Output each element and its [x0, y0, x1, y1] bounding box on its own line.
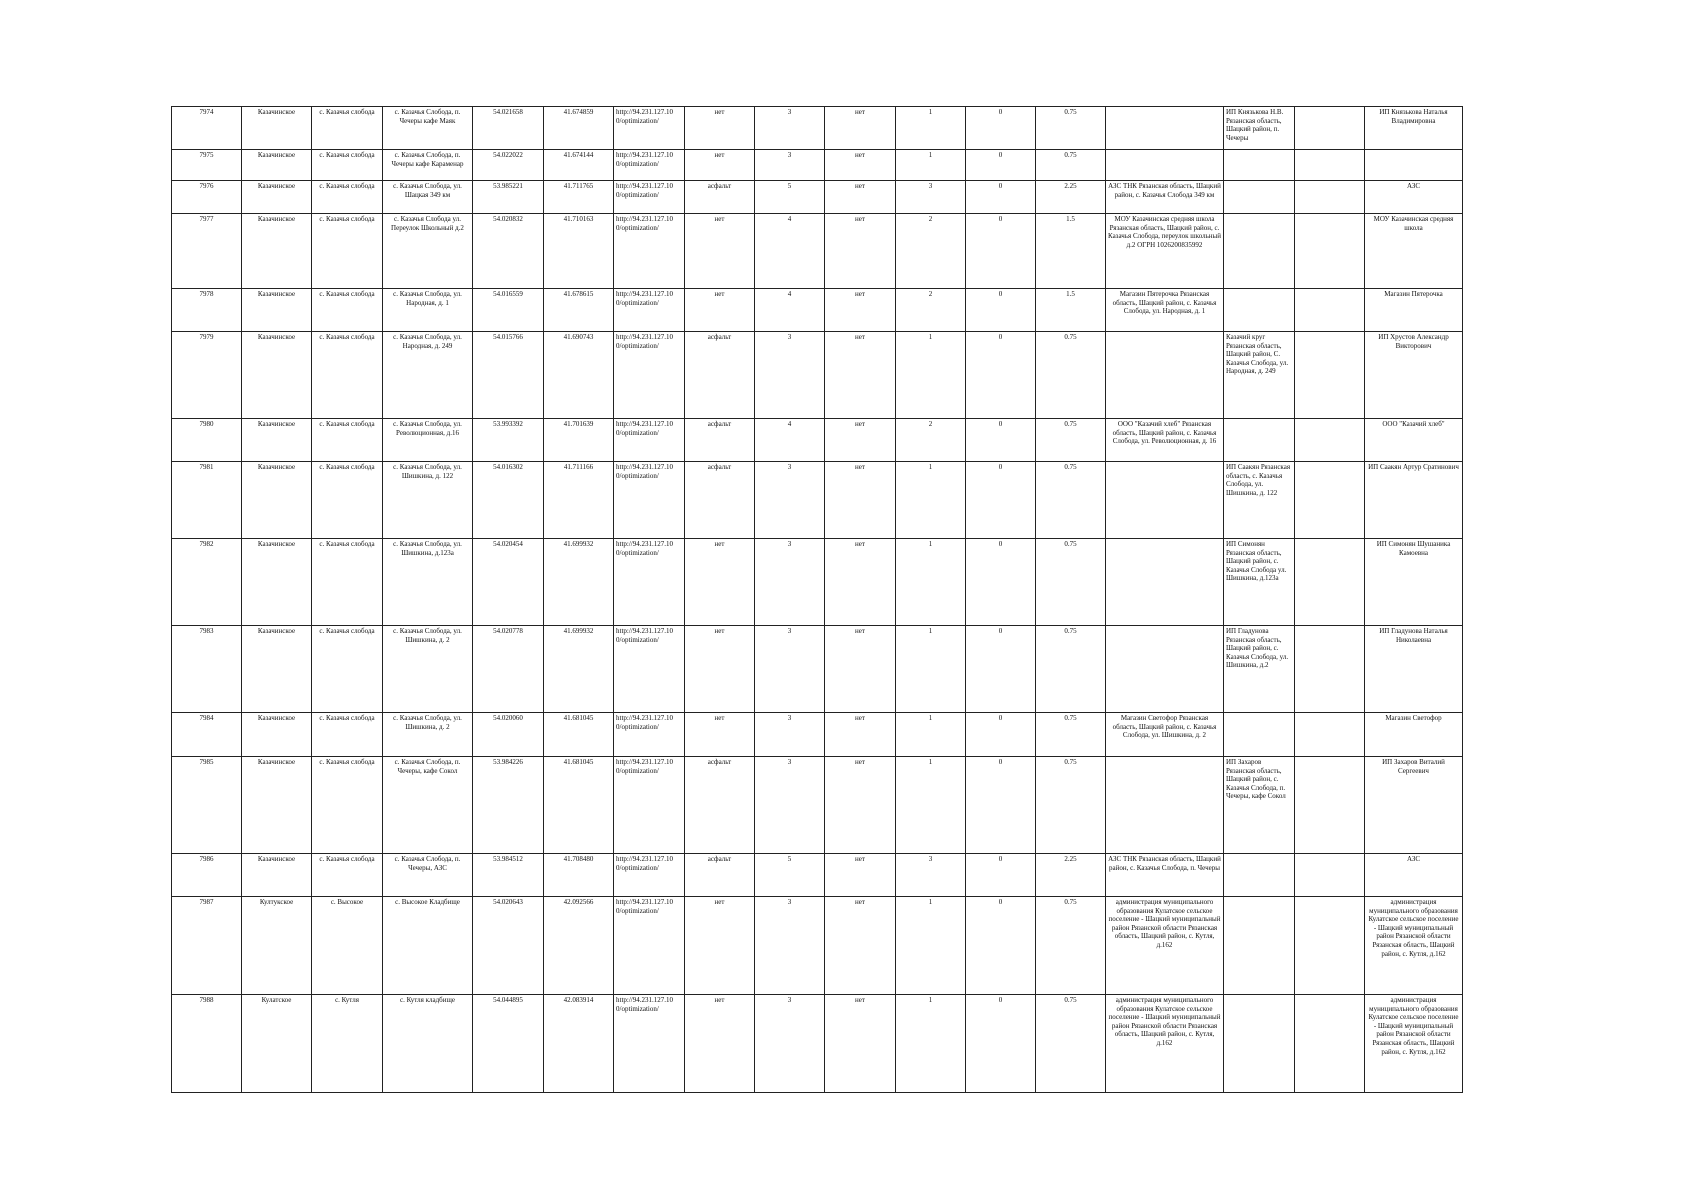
table-row	[172, 995, 1463, 1093]
cell-volume: 0.75	[1036, 332, 1106, 419]
cell-extra: 0	[966, 854, 1036, 897]
cell-volume: 0.75	[1036, 539, 1106, 626]
cell-schedule	[1295, 332, 1365, 419]
cell-number: 7988	[172, 995, 242, 1093]
cell-address: с. Казачья Слобода, ул. Народная, д. 249	[383, 332, 473, 419]
cell-surface: асфальт	[685, 332, 755, 419]
cell-extra: 0	[966, 107, 1036, 150]
cell-locality: с. Казачья слобода	[312, 181, 383, 214]
cell-volume: 0.75	[1036, 995, 1106, 1093]
cell-owner: Магазин Пятерочка	[1365, 289, 1463, 332]
cell-settlement: Казачинское	[242, 150, 312, 181]
cell-owner-info: ООО "Казачий хлеб" Рязанская область, Шацкий район, с. Казачья Слобода, ул. Революционная, д. 16	[1106, 419, 1224, 462]
cell-count: 1	[896, 897, 966, 995]
cell-owner: ИП Гладунова Наталья Николаевна	[1365, 626, 1463, 713]
cell-schedule	[1295, 854, 1365, 897]
cell-volume: 1.5	[1036, 214, 1106, 289]
cell-containers: 3	[755, 713, 825, 757]
cell-locality: с. Казачья слобода	[312, 150, 383, 181]
cell-surface: нет	[685, 626, 755, 713]
cell-owner-info: МОУ Казачинская средняя школа Рязанская область, Шацкий район, с. Казачья Слобода, переулок школьный д.2 ОГРН 1026200835992	[1106, 214, 1224, 289]
cell-containers: 4	[755, 289, 825, 332]
cell-source-info: ИП Князькова Н.В. Рязанская область, Шацкий район, п. Чечеры	[1224, 107, 1295, 150]
cell-surface: асфальт	[685, 462, 755, 539]
table-row	[172, 419, 1463, 462]
cell-containers: 5	[755, 181, 825, 214]
table-row	[172, 332, 1463, 419]
cell-number: 7987	[172, 897, 242, 995]
cell-number: 7981	[172, 462, 242, 539]
cell-volume: 2.25	[1036, 181, 1106, 214]
cell-containers: 3	[755, 150, 825, 181]
cell-canopy: нет	[825, 419, 896, 462]
cell-latitude: 53.985221	[473, 181, 544, 214]
cell-canopy: нет	[825, 214, 896, 289]
cell-address: с. Казачья Слобода, ул. Шацкая 349 км	[383, 181, 473, 214]
cell-surface: нет	[685, 713, 755, 757]
cell-number: 7976	[172, 181, 242, 214]
cell-volume: 0.75	[1036, 897, 1106, 995]
cell-count: 2	[896, 289, 966, 332]
table-row	[172, 462, 1463, 539]
cell-settlement: Казачинское	[242, 419, 312, 462]
cell-count: 3	[896, 854, 966, 897]
table-row	[172, 626, 1463, 713]
cell-address: с. Казачья Слобода ул. Переулок Школьный д.2	[383, 214, 473, 289]
cell-url: http://94.231.127.10 0/optimization/	[614, 995, 685, 1093]
cell-number: 7985	[172, 757, 242, 854]
cell-count: 2	[896, 214, 966, 289]
cell-surface: нет	[685, 289, 755, 332]
cell-surface: нет	[685, 539, 755, 626]
cell-latitude: 54.016302	[473, 462, 544, 539]
cell-longitude: 41.699932	[544, 539, 614, 626]
cell-locality: с. Казачья слобода	[312, 214, 383, 289]
cell-longitude: 42.083914	[544, 995, 614, 1093]
cell-volume: 0.75	[1036, 462, 1106, 539]
cell-canopy: нет	[825, 181, 896, 214]
cell-locality: с. Казачья слобода	[312, 854, 383, 897]
cell-owner-info: администрация муниципального образования Кулатское сельское поселение - Шацкий муниципальный район Рязанской области Рязанская область, Шацкий район, с. Кутля, д.162	[1106, 995, 1224, 1093]
table-row	[172, 107, 1463, 150]
cell-latitude: 54.021658	[473, 107, 544, 150]
cell-url: http://94.231.127.10 0/optimization/	[614, 854, 685, 897]
cell-number: 7978	[172, 289, 242, 332]
cell-extra: 0	[966, 150, 1036, 181]
cell-source-info: ИП Гладунова Рязанская область, Шацкий район, с. Казачья Слобода, ул. Шишкина, д.2	[1224, 626, 1295, 713]
cell-settlement: Казачинское	[242, 539, 312, 626]
cell-address: с. Казачья Слобода, ул. Народная, д. 1	[383, 289, 473, 332]
cell-owner: АЗС	[1365, 854, 1463, 897]
cell-source-info	[1224, 214, 1295, 289]
cell-number: 7979	[172, 332, 242, 419]
cell-surface: нет	[685, 107, 755, 150]
cell-canopy: нет	[825, 995, 896, 1093]
cell-address: с. Казачья Слобода, п. Чечеры кафе Маяк	[383, 107, 473, 150]
cell-owner: ИП Саакян Артур Сратинович	[1365, 462, 1463, 539]
cell-owner: ООО "Казачий хлеб"	[1365, 419, 1463, 462]
cell-extra: 0	[966, 626, 1036, 713]
cell-number: 7980	[172, 419, 242, 462]
cell-source-info	[1224, 419, 1295, 462]
cell-owner: ИП Симонян Шушаника Камоевна	[1365, 539, 1463, 626]
cell-number: 7977	[172, 214, 242, 289]
cell-extra: 0	[966, 995, 1036, 1093]
cell-settlement: Казачинское	[242, 107, 312, 150]
cell-locality: с. Казачья слобода	[312, 757, 383, 854]
cell-containers: 3	[755, 332, 825, 419]
cell-containers: 3	[755, 757, 825, 854]
cell-extra: 0	[966, 539, 1036, 626]
cell-extra: 0	[966, 181, 1036, 214]
cell-extra: 0	[966, 757, 1036, 854]
table-row	[172, 214, 1463, 289]
cell-owner: ИП Князькова Наталья Владимировна	[1365, 107, 1463, 150]
cell-settlement: Казачинское	[242, 757, 312, 854]
cell-containers: 3	[755, 462, 825, 539]
cell-latitude: 54.020832	[473, 214, 544, 289]
table-body	[172, 107, 1463, 1093]
cell-locality: с. Казачья слобода	[312, 289, 383, 332]
cell-source-info	[1224, 854, 1295, 897]
cell-count: 2	[896, 419, 966, 462]
cell-address: с. Высокое Кладбище	[383, 897, 473, 995]
cell-owner: АЗС	[1365, 181, 1463, 214]
cell-latitude: 54.020778	[473, 626, 544, 713]
cell-canopy: нет	[825, 757, 896, 854]
cell-locality: с. Казачья слобода	[312, 107, 383, 150]
cell-volume: 0.75	[1036, 419, 1106, 462]
cell-canopy: нет	[825, 289, 896, 332]
cell-canopy: нет	[825, 150, 896, 181]
cell-owner: Магазин Светофор	[1365, 713, 1463, 757]
cell-containers: 4	[755, 214, 825, 289]
cell-longitude: 41.690743	[544, 332, 614, 419]
cell-owner-info	[1106, 757, 1224, 854]
cell-settlement: Казачинское	[242, 289, 312, 332]
cell-schedule	[1295, 462, 1365, 539]
cell-longitude: 41.674144	[544, 150, 614, 181]
cell-owner-info	[1106, 539, 1224, 626]
cell-settlement: Казачинское	[242, 462, 312, 539]
cell-longitude: 41.674859	[544, 107, 614, 150]
cell-volume: 1.5	[1036, 289, 1106, 332]
cell-count: 1	[896, 150, 966, 181]
cell-schedule	[1295, 419, 1365, 462]
cell-locality: с. Казачья слобода	[312, 332, 383, 419]
cell-count: 1	[896, 332, 966, 419]
cell-source-info: ИП Саакян Рязанская область, с. Казачья Слобода, ул. Шишкина, д. 122	[1224, 462, 1295, 539]
cell-settlement: Казачинское	[242, 854, 312, 897]
cell-longitude: 41.678615	[544, 289, 614, 332]
cell-extra: 0	[966, 214, 1036, 289]
cell-extra: 0	[966, 713, 1036, 757]
cell-address: с. Кутля кладбище	[383, 995, 473, 1093]
cell-schedule	[1295, 539, 1365, 626]
cell-owner-info: АЗС ТНК Рязанская область, Шацкий район, с. Казачья Слобода, п. Чечеры	[1106, 854, 1224, 897]
cell-volume: 0.75	[1036, 626, 1106, 713]
table-row	[172, 897, 1463, 995]
cell-longitude: 41.708480	[544, 854, 614, 897]
cell-surface: асфальт	[685, 757, 755, 854]
cell-owner-info	[1106, 462, 1224, 539]
cell-locality: с. Казачья слобода	[312, 539, 383, 626]
cell-owner: ИП Хрустов Александр Викторович	[1365, 332, 1463, 419]
cell-longitude: 41.701639	[544, 419, 614, 462]
cell-owner-info: Магазин Пятерочка Рязанская область, Шацкий район, с. Казачья Слобода, ул. Народная, д. 1	[1106, 289, 1224, 332]
cell-longitude: 41.699932	[544, 626, 614, 713]
cell-latitude: 54.020454	[473, 539, 544, 626]
cell-canopy: нет	[825, 332, 896, 419]
cell-surface: нет	[685, 995, 755, 1093]
cell-surface: нет	[685, 214, 755, 289]
cell-source-info	[1224, 289, 1295, 332]
cell-schedule	[1295, 897, 1365, 995]
cell-volume: 0.75	[1036, 713, 1106, 757]
cell-settlement: Казачинское	[242, 626, 312, 713]
cell-volume: 2.25	[1036, 854, 1106, 897]
cell-longitude: 41.681045	[544, 757, 614, 854]
cell-containers: 5	[755, 854, 825, 897]
cell-surface: нет	[685, 897, 755, 995]
cell-canopy: нет	[825, 539, 896, 626]
cell-count: 3	[896, 181, 966, 214]
cell-extra: 0	[966, 289, 1036, 332]
table-row	[172, 539, 1463, 626]
cell-surface: нет	[685, 150, 755, 181]
cell-latitude: 53.984226	[473, 757, 544, 854]
cell-locality: с. Казачья слобода	[312, 462, 383, 539]
cell-count: 1	[896, 626, 966, 713]
cell-count: 1	[896, 539, 966, 626]
cell-containers: 3	[755, 107, 825, 150]
cell-canopy: нет	[825, 854, 896, 897]
cell-address: с. Казачья Слобода, ул. Шишкина, д.123а	[383, 539, 473, 626]
cell-url: http://94.231.127.10 0/optimization/	[614, 897, 685, 995]
table-row	[172, 181, 1463, 214]
cell-containers: 3	[755, 626, 825, 713]
cell-url: http://94.231.127.10 0/optimization/	[614, 214, 685, 289]
cell-url: http://94.231.127.10 0/optimization/	[614, 107, 685, 150]
cell-settlement: Култукское	[242, 897, 312, 995]
cell-address: с. Казачья Слобода, ул. Шишкина, д. 122	[383, 462, 473, 539]
cell-volume: 0.75	[1036, 150, 1106, 181]
cell-latitude: 54.016559	[473, 289, 544, 332]
cell-canopy: нет	[825, 462, 896, 539]
cell-source-info	[1224, 150, 1295, 181]
cell-extra: 0	[966, 332, 1036, 419]
cell-schedule	[1295, 214, 1365, 289]
cell-url: http://94.231.127.10 0/optimization/	[614, 181, 685, 214]
cell-count: 1	[896, 107, 966, 150]
cell-latitude: 54.020643	[473, 897, 544, 995]
cell-url: http://94.231.127.10 0/optimization/	[614, 289, 685, 332]
cell-latitude: 53.993392	[473, 419, 544, 462]
table-row	[172, 757, 1463, 854]
cell-locality: с. Высокое	[312, 897, 383, 995]
cell-canopy: нет	[825, 107, 896, 150]
cell-longitude: 41.681045	[544, 713, 614, 757]
cell-locality: с. Кутля	[312, 995, 383, 1093]
cell-source-info	[1224, 995, 1295, 1093]
cell-url: http://94.231.127.10 0/optimization/	[614, 626, 685, 713]
cell-extra: 0	[966, 419, 1036, 462]
table-row	[172, 150, 1463, 181]
cell-settlement: Казачинское	[242, 214, 312, 289]
cell-address: с. Казачья Слобода, ул. Шишкина, д. 2	[383, 626, 473, 713]
cell-address: с. Казачья Слобода, ул. Шишкина, д. 2	[383, 713, 473, 757]
cell-url: http://94.231.127.10 0/optimization/	[614, 757, 685, 854]
cell-latitude: 53.984512	[473, 854, 544, 897]
cell-address: с. Казачья Слобода, п. Чечеры кафе Караменар	[383, 150, 473, 181]
cell-locality: с. Казачья слобода	[312, 713, 383, 757]
cell-address: с. Казачья Слобода, ул. Революционная, д.16	[383, 419, 473, 462]
cell-volume: 0.75	[1036, 757, 1106, 854]
cell-source-info	[1224, 181, 1295, 214]
cell-count: 1	[896, 713, 966, 757]
cell-owner-info: администрация муниципального образования Кулатское сельское поселение - Шацкий муниципальный район Рязанской области Рязанская область, Шацкий район, с. Кутля, д.162	[1106, 897, 1224, 995]
cell-source-info: ИП Захаров Рязанская область, Шацкий район, с. Казачья Слобода, п. Чечеры, кафе Сокол	[1224, 757, 1295, 854]
registry-table	[171, 106, 1463, 1093]
cell-number: 7986	[172, 854, 242, 897]
cell-schedule	[1295, 995, 1365, 1093]
cell-owner-info: Магазин Светофор Рязанская область, Шацкий район, с. Казачья Слобода, ул. Шишкина, д. 2	[1106, 713, 1224, 757]
cell-count: 1	[896, 995, 966, 1093]
cell-url: http://94.231.127.10 0/optimization/	[614, 332, 685, 419]
cell-volume: 0.75	[1036, 107, 1106, 150]
cell-settlement: Казачинское	[242, 713, 312, 757]
cell-extra: 0	[966, 462, 1036, 539]
cell-canopy: нет	[825, 713, 896, 757]
cell-locality: с. Казачья слобода	[312, 626, 383, 713]
cell-url: http://94.231.127.10 0/optimization/	[614, 462, 685, 539]
table-row	[172, 854, 1463, 897]
cell-surface: асфальт	[685, 181, 755, 214]
cell-address: с. Казачья Слобода, п. Чечеры, кафе Сокол	[383, 757, 473, 854]
cell-schedule	[1295, 181, 1365, 214]
cell-source-info	[1224, 713, 1295, 757]
cell-longitude: 42.092566	[544, 897, 614, 995]
cell-longitude: 41.711166	[544, 462, 614, 539]
cell-number: 7983	[172, 626, 242, 713]
cell-owner-info	[1106, 626, 1224, 713]
cell-owner: администрация муниципального образования Кулатское сельское поселение - Шацкий муниципальный район Рязанской области Рязанская область, Шацкий район, с. Кутля, д.162	[1365, 897, 1463, 995]
cell-url: http://94.231.127.10 0/optimization/	[614, 419, 685, 462]
cell-number: 7974	[172, 107, 242, 150]
cell-surface: асфальт	[685, 854, 755, 897]
cell-owner: МОУ Казачинская средняя школа	[1365, 214, 1463, 289]
cell-schedule	[1295, 626, 1365, 713]
cell-canopy: нет	[825, 626, 896, 713]
cell-url: http://94.231.127.10 0/optimization/	[614, 150, 685, 181]
table-row	[172, 289, 1463, 332]
table-row	[172, 713, 1463, 757]
cell-owner: администрация муниципального образования Кулатское сельское поселение - Шацкий муниципальный район Рязанской области Рязанская область, Шацкий район, с. Кутля, д.162	[1365, 995, 1463, 1093]
cell-number: 7975	[172, 150, 242, 181]
cell-owner-info: АЗС ТНК Рязанская область, Шацкий район, с. Казачья Слобода 349 км	[1106, 181, 1224, 214]
cell-count: 1	[896, 757, 966, 854]
cell-owner-info	[1106, 107, 1224, 150]
cell-locality: с. Казачья слобода	[312, 419, 383, 462]
cell-source-info: ИП Симонян Рязанская область, Шацкий район, с. Казачья Слобода ул. Шишкина, д.123а	[1224, 539, 1295, 626]
cell-owner	[1365, 150, 1463, 181]
cell-canopy: нет	[825, 897, 896, 995]
cell-schedule	[1295, 713, 1365, 757]
cell-number: 7984	[172, 713, 242, 757]
cell-source-info: Казачий круг Рязанская область, Шацкий район, С. Казачья Слобода, ул. Народная, д. 249	[1224, 332, 1295, 419]
cell-containers: 4	[755, 419, 825, 462]
cell-schedule	[1295, 757, 1365, 854]
cell-settlement: Кулатское	[242, 995, 312, 1093]
cell-schedule	[1295, 150, 1365, 181]
cell-latitude: 54.020060	[473, 713, 544, 757]
cell-url: http://94.231.127.10 0/optimization/	[614, 713, 685, 757]
cell-settlement: Казачинское	[242, 181, 312, 214]
cell-number: 7982	[172, 539, 242, 626]
cell-longitude: 41.711765	[544, 181, 614, 214]
cell-owner: ИП Захаров Виталий Сергеевич	[1365, 757, 1463, 854]
cell-latitude: 54.015766	[473, 332, 544, 419]
cell-url: http://94.231.127.10 0/optimization/	[614, 539, 685, 626]
cell-owner-info	[1106, 332, 1224, 419]
cell-settlement: Казачинское	[242, 332, 312, 419]
cell-schedule	[1295, 107, 1365, 150]
cell-extra: 0	[966, 897, 1036, 995]
cell-address: с. Казачья Слобода, п. Чечеры, АЗС	[383, 854, 473, 897]
cell-owner-info	[1106, 150, 1224, 181]
cell-longitude: 41.710163	[544, 214, 614, 289]
cell-latitude: 54.022022	[473, 150, 544, 181]
cell-schedule	[1295, 289, 1365, 332]
cell-surface: асфальт	[685, 419, 755, 462]
cell-containers: 3	[755, 539, 825, 626]
cell-containers: 3	[755, 995, 825, 1093]
cell-containers: 3	[755, 897, 825, 995]
cell-count: 1	[896, 462, 966, 539]
cell-source-info	[1224, 897, 1295, 995]
cell-latitude: 54.044895	[473, 995, 544, 1093]
